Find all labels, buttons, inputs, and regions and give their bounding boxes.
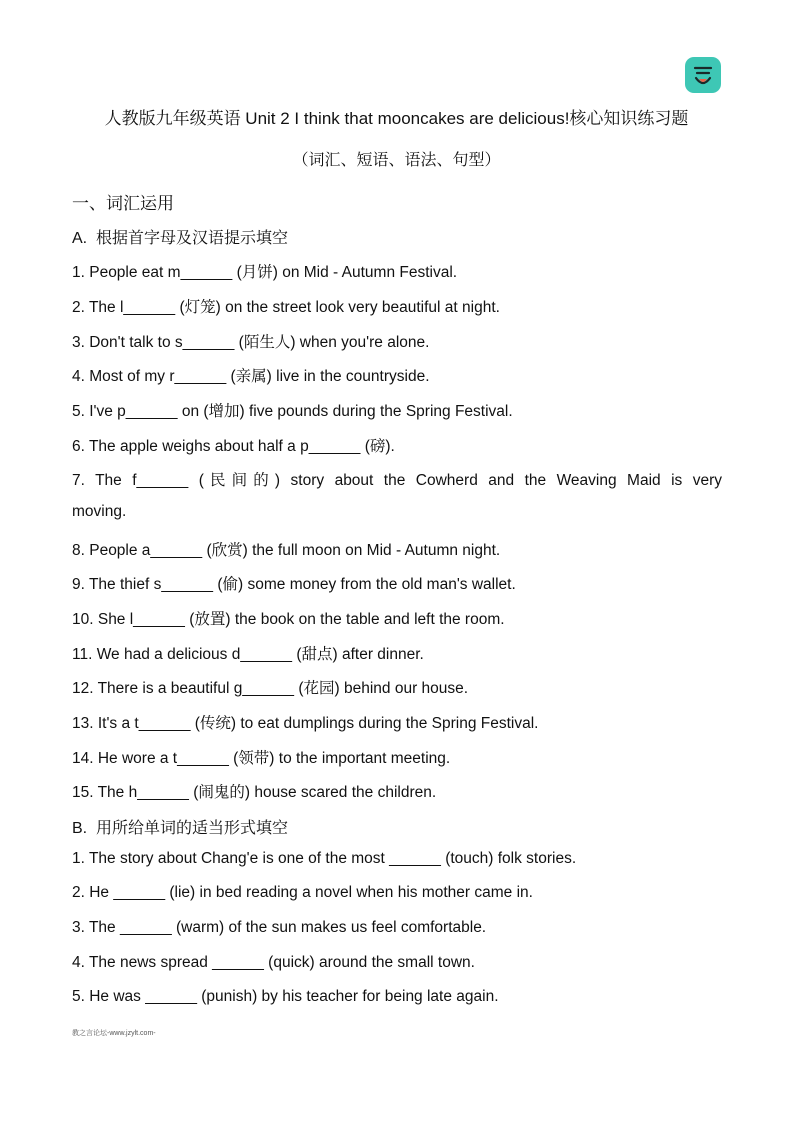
question-a8: 8. People a______ (欣赏) the full moon on Mid - Autumn night. <box>72 542 501 559</box>
question-a10: 10. She l______ (放置) the book on the table and left the room. <box>72 611 505 628</box>
question-b1: 1. The story about Chang'e is one of the most ______ (touch) folk stories. <box>72 850 577 867</box>
question-a15: 15. The h______ (闹鬼的) house scared the children. <box>72 784 437 801</box>
question-a7: 7. The f______ (民间的) story about the Cowherd and the Weaving Maid is very <box>72 472 722 489</box>
question-a11: 11. We had a delicious d______ (甜点) after dinner. <box>72 646 424 663</box>
question-a3: 3. Don't talk to s______ (陌生人) when you're alone. <box>72 334 430 351</box>
part-a-instruction: 根据首字母及汉语提示填空 <box>96 228 289 247</box>
footer-source: 教之言论坛-www.jzylt.com- <box>72 1030 156 1037</box>
question-a1: 1. People eat m______ (月饼) on Mid - Autumn Festival. <box>72 264 458 281</box>
question-b4: 4. The news spread ______ (quick) around the small town. <box>72 954 475 971</box>
question-a14: 14. He wore a t______ (领带) to the important meeting. <box>72 750 451 767</box>
question-b5: 5. He was ______ (punish) by his teacher for being late again. <box>72 988 499 1005</box>
part-b-instruction: 用所给单词的适当形式填空 <box>96 818 289 837</box>
part-a-label: A. <box>72 230 88 247</box>
question-a5: 5. I've p______ on (增加) five pounds during the Spring Festival. <box>72 403 513 420</box>
question-b2: 2. He ______ (lie) in bed reading a novel when his mother came in. <box>72 884 533 901</box>
question-a6: 6. The apple weighs about half a p______ (磅). <box>72 438 395 455</box>
site-logo-icon <box>685 57 721 93</box>
question-a9: 9. The thief s______ (偷) some money from the old man's wallet. <box>72 576 516 593</box>
document-subtitle: （词汇、短语、语法、句型） <box>292 150 501 169</box>
question-b3: 3. The ______ (warm) of the sun makes us feel comfortable. <box>72 919 487 936</box>
question-a12: 12. There is a beautiful g______ (花园) behind our house. <box>72 680 469 697</box>
document-title: 人教版九年级英语 Unit 2 I think that mooncakes are delicious!核心知识练习题 <box>104 109 689 128</box>
section-heading: 一、词汇运用 <box>72 194 174 214</box>
question-a7-continued: moving. <box>72 503 127 520</box>
question-a2: 2. The l______ (灯笼) on the street look very beautiful at night. <box>72 299 500 316</box>
question-a4: 4. Most of my r______ (亲属) live in the countryside. <box>72 368 430 385</box>
question-a13: 13. It's a t______ (传统) to eat dumplings during the Spring Festival. <box>72 715 539 732</box>
part-b-heading <box>72 815 288 838</box>
part-a-heading <box>72 225 288 248</box>
part-b-label: B. <box>72 820 88 837</box>
